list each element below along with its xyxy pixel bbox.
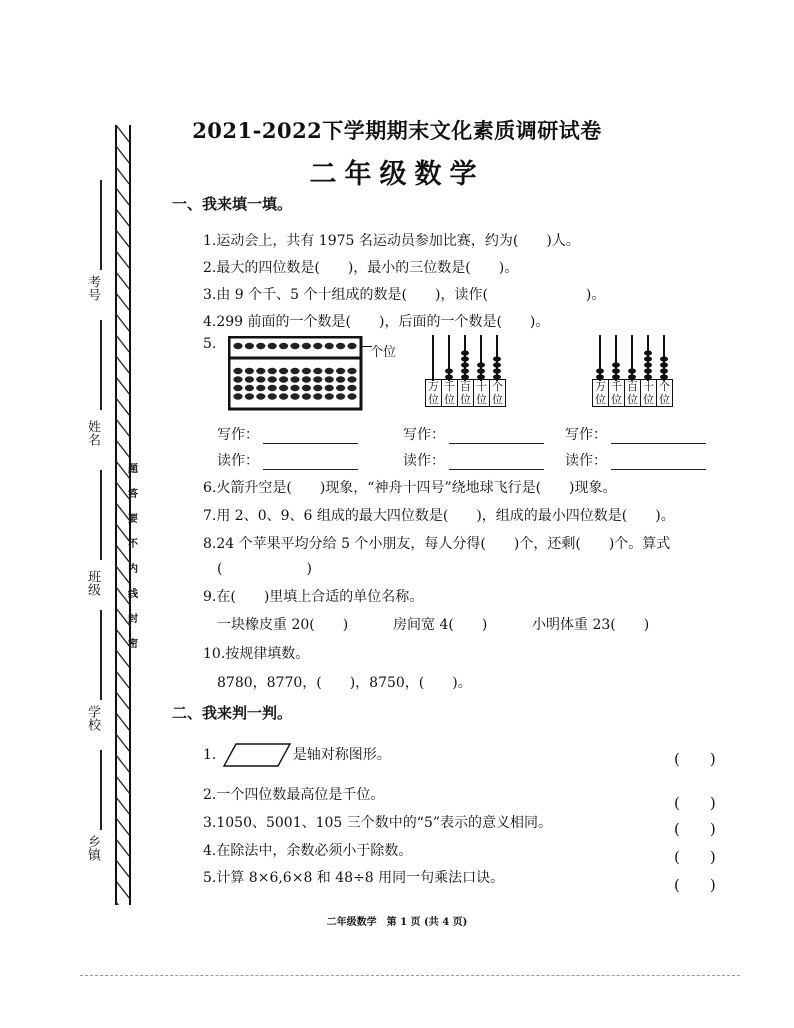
hatch-line (116, 419, 130, 437)
counter-bead (493, 356, 501, 361)
counting-frame-2 (592, 335, 680, 413)
question-10-sequence: 8780，8770，( )，8750，( )。 (217, 675, 472, 691)
abacus-bead (302, 376, 311, 382)
write-label: 写作： (217, 427, 259, 443)
abacus-bead (336, 393, 345, 399)
counter-bead (660, 368, 668, 373)
abacus-bead (347, 368, 356, 374)
parallelogram-figure (222, 742, 292, 768)
abacus-bead (336, 385, 345, 391)
read-row-2 (403, 450, 544, 470)
abacus-bead (256, 376, 265, 382)
abacus-bead (245, 343, 254, 349)
name-label: 姓名 (85, 420, 100, 446)
abacus-bead (279, 343, 288, 349)
seal-char: 密 (128, 639, 138, 650)
judge-5: 5.计算 8×6,6×8 和 48÷8 用同一句乘法口诀。 (203, 870, 505, 886)
abacus-bead (336, 368, 345, 374)
seal-text (128, 460, 142, 650)
abacus-bead (336, 343, 345, 349)
abacus-bead (290, 385, 299, 391)
town-line[interactable] (100, 750, 102, 830)
write-row-3 (565, 424, 706, 444)
abacus-bead (233, 385, 242, 391)
abacus-bead (347, 376, 356, 382)
class-line[interactable] (100, 470, 102, 560)
abacus-bead (313, 385, 322, 391)
abacus-bead (325, 368, 334, 374)
question-4: 4.299 前面的一个数是( )，后面的一个数是( )。 (203, 314, 550, 330)
counter-bead (477, 368, 485, 373)
abacus-bead (336, 376, 345, 382)
abacus-bead (245, 376, 254, 382)
question-5-number: 5. (203, 336, 217, 352)
abacus-bead (268, 385, 277, 391)
counter-bead (596, 368, 604, 373)
place-label: 万位 (593, 380, 609, 406)
counter-bead (660, 356, 668, 361)
write-row-2 (403, 424, 544, 444)
question-6: 6.火箭升空是( )现象，“神舟十四号”绕地球飞行是( )现象。 (203, 480, 617, 496)
counter-bead (644, 368, 652, 373)
judge-1-number: 1. (203, 747, 217, 763)
question-10: 10.按规律填数。 (203, 646, 310, 662)
question-1: 1.运动会上，共有 1975 名运动员参加比赛，约为( )人。 (203, 233, 580, 249)
hatch-line (116, 881, 130, 899)
judge-1-answer[interactable]: ( ) (674, 750, 716, 768)
class-label: 班级 (85, 570, 100, 596)
question-9-item-3: 小明体重 23( ) (532, 617, 650, 633)
question-9-item-1: 一块橡皮重 20( ) (217, 617, 349, 633)
hatch-line (116, 797, 130, 815)
judge-3-answer[interactable]: ( ) (674, 820, 716, 838)
seal-char: 题 (128, 464, 138, 475)
counter-bead (461, 356, 469, 361)
write-answer-blank[interactable] (611, 429, 706, 444)
question-3: 3.由 9 个千、5 个十组成的数是( )，读作( )。 (203, 287, 606, 303)
name-line[interactable] (100, 320, 102, 410)
read-answer-blank[interactable] (449, 455, 544, 470)
hatch-line (116, 734, 130, 752)
counter-bead (493, 362, 501, 367)
counter-bead (461, 350, 469, 355)
page-footer: 二年级数学 第 1 页 (共 4 页) (326, 917, 468, 928)
seal-char: 内 (128, 564, 138, 575)
abacus-bead (302, 368, 311, 374)
hatch-line (116, 755, 130, 773)
abacus-bead (290, 368, 299, 374)
abacus-bead (279, 368, 288, 374)
read-answer-blank[interactable] (263, 455, 358, 470)
abacus-bead (290, 343, 299, 349)
abacus-bead (233, 343, 242, 349)
seal-char: 封 (128, 614, 138, 625)
abacus-bead (302, 385, 311, 391)
place-label: 个位 (492, 380, 503, 406)
judge-1-text: 是轴对称图形。 (292, 747, 391, 763)
abacus-bead (325, 376, 334, 382)
hatch-line (116, 860, 130, 878)
write-answer-blank[interactable] (449, 429, 544, 444)
hatch-line (116, 671, 130, 689)
judge-2-answer[interactable]: ( ) (674, 794, 716, 812)
question-9-item-2: 房间宽 4( ) (393, 617, 488, 633)
seal-char: 答 (128, 489, 138, 500)
judge-4: 4.在除法中，余数必须小于除数。 (203, 843, 413, 859)
read-label: 读作： (217, 453, 259, 469)
place-label: 万位 (426, 380, 442, 406)
read-row-3 (565, 450, 706, 470)
section1-heading: 一、我来填一填。 (172, 195, 293, 213)
seal-char: 要 (128, 514, 138, 525)
counting-rods-2 (592, 335, 680, 383)
abacus-bead (279, 376, 288, 382)
read-label: 读作： (565, 453, 607, 469)
place-label: 百位 (625, 380, 641, 406)
place-label: 千位 (442, 380, 458, 406)
judge-4-answer[interactable]: ( ) (674, 848, 716, 866)
write-label: 写作： (565, 427, 607, 443)
read-answer-blank[interactable] (611, 455, 706, 470)
judge-1 (203, 742, 391, 768)
abacus-bead (245, 385, 254, 391)
school-line[interactable] (100, 610, 102, 700)
abacus-bead (233, 368, 242, 374)
seal-char: 不 (128, 539, 138, 550)
exam-title: 2021-2022下学期期末文化素质调研试卷 (192, 118, 602, 143)
abacus-bead (268, 393, 277, 399)
counter-bead (644, 350, 652, 355)
bottom-dashed-rule (80, 975, 740, 976)
hatch-line (116, 818, 130, 836)
place-label: 百位 (458, 380, 474, 406)
hatch-line (116, 692, 130, 710)
abacus-bead (245, 393, 254, 399)
abacus-bead (325, 343, 334, 349)
hatch-line (116, 251, 130, 269)
hatch-line (116, 650, 130, 668)
place-label: 个位 (659, 380, 670, 406)
counter-bead (477, 362, 485, 367)
hatch-line (116, 713, 130, 731)
hatch-line (116, 335, 130, 353)
hatch-line (116, 440, 130, 458)
abacus-bead (245, 368, 254, 374)
place-label: 十位 (474, 380, 490, 406)
counter-bead (660, 362, 668, 367)
write-row-1 (217, 424, 358, 444)
exam-number-label: 考号 (85, 275, 100, 301)
place-value-labels-2 (592, 379, 673, 407)
town-label: 乡镇 (85, 835, 100, 861)
hatch-line (116, 230, 130, 248)
abacus-bead (313, 376, 322, 382)
abacus-bead (256, 393, 265, 399)
counter-bead (445, 368, 453, 373)
read-row-1 (217, 450, 358, 470)
read-label: 读作： (403, 453, 445, 469)
hatch-line (116, 356, 130, 374)
exam-subtitle: 二年级数学 (309, 159, 485, 190)
abacus-bead (256, 343, 265, 349)
hatch-line (116, 776, 130, 794)
hatch-line (116, 902, 130, 905)
judge-2: 2.一个四位数最高位是千位。 (203, 787, 385, 803)
abacus-bead (290, 393, 299, 399)
abacus-bead (256, 368, 265, 374)
abacus-bead (279, 385, 288, 391)
question-8-formula: ( ) (217, 561, 312, 577)
abacus-bead (347, 393, 356, 399)
counter-bead (644, 356, 652, 361)
write-answer-blank[interactable] (263, 429, 358, 444)
abacus-bead (325, 385, 334, 391)
counter-bead (493, 368, 501, 373)
judge-3: 3.1050、5001、105 三个数中的“5”表示的意义相同。 (203, 815, 553, 831)
hatch-line (116, 209, 130, 227)
question-8: 8.24 个苹果平均分给 5 个小朋友，每人分得( )个，还剩( )个。算式 (203, 536, 671, 552)
counter-bead (644, 362, 652, 367)
hatch-line (116, 398, 130, 416)
abacus-bead (268, 368, 277, 374)
seal-char: 线 (128, 589, 138, 600)
abacus-bead (313, 343, 322, 349)
abacus-bead (347, 385, 356, 391)
abacus-bead (325, 393, 334, 399)
place-value-labels-1 (425, 379, 506, 407)
counting-frame-1 (425, 335, 513, 413)
abacus-image (228, 336, 368, 412)
write-label: 写作： (403, 427, 445, 443)
hatch-line (116, 314, 130, 332)
abacus-bead (347, 343, 356, 349)
counter-bead (612, 368, 620, 373)
question-2: 2.最大的四位数是( )，最小的三位数是( )。 (203, 260, 519, 276)
counter-bead (628, 368, 636, 373)
abacus-bead (279, 393, 288, 399)
abacus-bead (290, 376, 299, 382)
abacus-ones-label: 个位 (370, 345, 397, 360)
place-label: 千位 (609, 380, 625, 406)
exam-number-line[interactable] (100, 180, 102, 270)
counter-bead (612, 362, 620, 367)
abacus-bead (256, 385, 265, 391)
abacus-bead (302, 393, 311, 399)
hatch-line (116, 839, 130, 857)
abacus-bead (302, 343, 311, 349)
abacus-bead (233, 376, 242, 382)
counter-bead (461, 362, 469, 367)
question-9: 9.在( )里填上合适的单位名称。 (203, 589, 424, 605)
school-label: 学校 (85, 705, 100, 731)
hatch-line (116, 377, 130, 395)
abacus-bead (268, 376, 277, 382)
judge-5-answer[interactable]: ( ) (674, 876, 716, 894)
place-label: 十位 (641, 380, 657, 406)
counting-rods-1 (425, 335, 513, 383)
section2-heading: 二、我来判一判。 (172, 704, 293, 722)
question-7: 7.用 2、0、9、6 组成的最大四位数是( )，组成的最小四位数是( )。 (203, 508, 675, 524)
abacus-bead (233, 393, 242, 399)
abacus-bead (268, 343, 277, 349)
hatch-line (116, 293, 130, 311)
abacus-bead (313, 393, 322, 399)
hatch-line (116, 272, 130, 290)
counter-bead (461, 368, 469, 373)
abacus-bead (313, 368, 322, 374)
